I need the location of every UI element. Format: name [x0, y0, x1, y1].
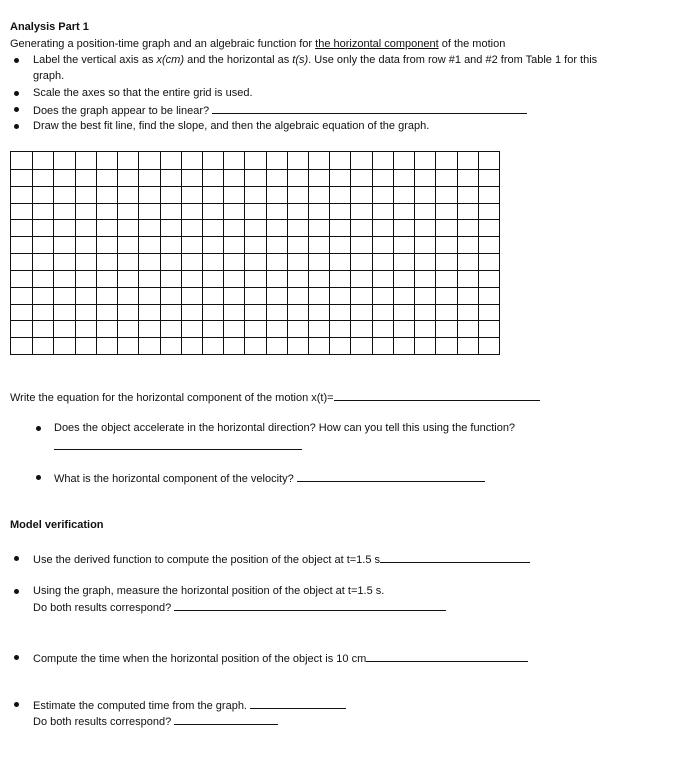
answer-blank-linear[interactable] — [212, 103, 527, 114]
grid-line-horizontal — [11, 287, 499, 288]
verification-item-correspond-2: Do both results correspond? — [33, 714, 278, 728]
grid-line-horizontal — [11, 219, 499, 220]
underlined-phrase: the horizontal component — [315, 38, 439, 50]
answer-blank-accelerate[interactable] — [54, 449, 302, 450]
bullet-icon — [36, 426, 41, 431]
answer-blank-equation[interactable] — [334, 390, 540, 401]
bullet-icon — [14, 91, 19, 96]
answer-blank-position[interactable] — [380, 552, 530, 563]
grid-line-horizontal — [11, 304, 499, 305]
section-title: Analysis Part 1 — [10, 21, 89, 33]
instruction-label-axes: Label the vertical axis as x(cm) and the horizontal as t(s). Use only the data from row #1 and #2 from Table 1 for this — [33, 54, 598, 66]
grid-line-horizontal — [11, 337, 499, 338]
verification-heading: Model verification — [10, 519, 104, 531]
intro-text: Generating a position-time graph and an algebraic function for the horizontal component of the motion — [10, 38, 506, 50]
grid-line-horizontal — [11, 320, 499, 321]
equation-prompt: Write the equation for the horizontal component of the motion x(t)= — [10, 390, 540, 404]
answer-blank-time[interactable] — [366, 651, 528, 662]
instruction-scale: Scale the axes so that the entire grid is used. — [33, 87, 253, 99]
answer-blank-velocity[interactable] — [297, 471, 485, 482]
grid-line-horizontal — [11, 186, 499, 187]
verification-item-compute-position: Use the derived function to compute the position of the object at t=1.5 s — [33, 552, 530, 566]
bullet-icon — [14, 58, 19, 63]
question-velocity: What is the horizontal component of the velocity? — [54, 471, 485, 485]
bullet-icon — [36, 475, 41, 480]
bullet-icon — [14, 124, 19, 129]
graph-grid[interactable] — [10, 151, 500, 355]
bullet-icon — [14, 107, 19, 112]
answer-blank-correspond-2[interactable] — [174, 714, 278, 725]
verification-item-correspond: Do both results correspond? — [33, 600, 446, 614]
bullet-icon — [14, 655, 19, 660]
grid-line-horizontal — [11, 169, 499, 170]
verification-item-estimate: Estimate the computed time from the graph. — [33, 698, 346, 712]
bullet-icon — [14, 702, 19, 707]
grid-line-horizontal — [11, 253, 499, 254]
verification-item-compute-time: Compute the time when the horizontal position of the object is 10 cm — [33, 651, 528, 665]
question-accelerate: Does the object accelerate in the horizontal direction? How can you tell this using the function? — [54, 422, 516, 434]
bullet-icon — [14, 556, 19, 561]
grid-line-horizontal — [11, 236, 499, 237]
verification-item-measure: Using the graph, measure the horizontal position of the object at t=1.5 s. — [33, 585, 385, 597]
grid-line-horizontal — [11, 270, 499, 271]
instruction-label-axes-cont: graph. — [33, 70, 65, 82]
answer-blank-correspond-1[interactable] — [174, 600, 446, 611]
instruction-best-fit: Draw the best fit line, find the slope, and then the algebraic equation of the graph. — [33, 120, 430, 132]
answer-blank-estimate[interactable] — [250, 698, 346, 709]
bullet-icon — [14, 589, 19, 594]
grid-line-horizontal — [11, 203, 499, 204]
question-linear: Does the graph appear to be linear? — [33, 103, 527, 117]
